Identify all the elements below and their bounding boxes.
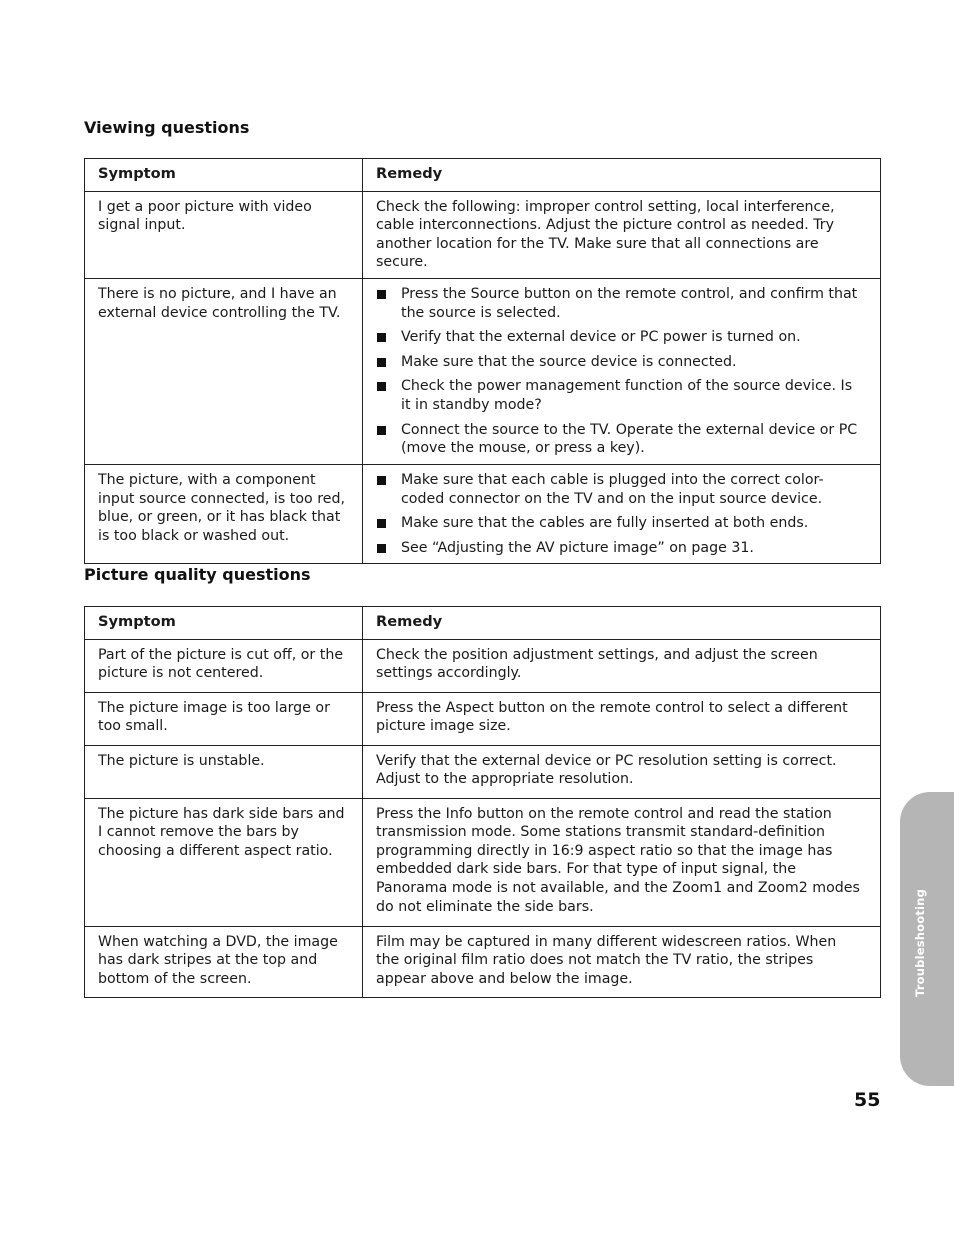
remedy-cell: Verify that the external device or PC resolution setting is correct. Adjust to the appropriate resolution. (363, 745, 881, 798)
bullet-square-icon (377, 426, 386, 435)
side-tab-label: Troubleshooting (913, 888, 927, 997)
table-row (85, 926, 881, 997)
table-header-row (85, 159, 881, 192)
table-row (85, 464, 881, 563)
list-item-text: Connect the source to the TV. Operate the external device or PC (move the mouse, or press a key). (401, 421, 858, 457)
page-number: 55 (854, 1089, 881, 1111)
list-item (376, 421, 864, 458)
table-row (85, 278, 881, 464)
section-side-tab (900, 792, 954, 1086)
list-item-text: Check the power management function of the source device. Is it in standby mode? (401, 378, 853, 413)
symptom-column-header: Symptom (85, 607, 363, 640)
remedy-cell: Film may be captured in many different widescreen ratios. When the original film ratio does not match the TV ratio, the stripes appear above and below the image. (363, 926, 881, 997)
table-row (85, 639, 881, 692)
bullet-square-icon (377, 519, 386, 528)
viewing-questions-table (84, 158, 881, 564)
list-item (376, 285, 864, 322)
list-item-text: Make sure that the cables are fully inserted at both ends. (401, 515, 809, 532)
bullet-square-icon (377, 476, 386, 485)
symptom-cell: I get a poor picture with video signal input. (85, 191, 363, 278)
list-item-text: Verify that the external device or PC power is turned on. (401, 329, 801, 346)
picture-quality-questions-table (84, 606, 881, 998)
remedy-cell (363, 464, 881, 563)
list-item (376, 514, 864, 533)
remedy-cell: Check the following: improper control setting, local interference, cable interconnections. Adjust the picture control as needed. Try another location for the TV. Make sure that all connections are secure. (363, 191, 881, 278)
list-item (376, 353, 864, 372)
list-item-text: Make sure that each cable is plugged into the correct color-coded connector on the TV and on the input source device. (401, 471, 824, 507)
table-row (85, 745, 881, 798)
symptom-column-header: Symptom (85, 159, 363, 192)
remedy-cell (363, 278, 881, 464)
list-item (376, 328, 864, 347)
symptom-cell: When watching a DVD, the image has dark stripes at the top and bottom of the screen. (85, 926, 363, 997)
table-row (85, 191, 881, 278)
table-row (85, 798, 881, 926)
bullet-square-icon (377, 544, 386, 553)
list-item-text: See “Adjusting the AV picture image” on page 31. (401, 539, 754, 556)
remedy-bullet-list (376, 285, 864, 458)
symptom-cell: The picture image is too large or too small. (85, 692, 363, 745)
symptom-cell: The picture is unstable. (85, 745, 363, 798)
list-item-text: Press the Source button on the remote control, and confirm that the source is selected. (401, 285, 858, 321)
remedy-cell: Check the position adjustment settings, and adjust the screen settings accordingly. (363, 639, 881, 692)
list-item (376, 471, 864, 508)
viewing-questions-heading: Viewing questions (84, 118, 250, 137)
picture-quality-questions-heading: Picture quality questions (84, 565, 311, 584)
list-item (376, 377, 864, 414)
remedy-bullet-list (376, 471, 864, 557)
bullet-square-icon (377, 290, 386, 299)
remedy-cell: Press the Info button on the remote control and read the station transmission mode. Some stations transmit standard-definition programming directly in 16:9 aspect ratio so that the image has embedded dark side bars. For that type of input signal, the Panorama mode is not available, and the Zoom1 and Zoom2 modes do not eliminate the side bars. (363, 798, 881, 926)
symptom-cell: There is no picture, and I have an external device controlling the TV. (85, 278, 363, 464)
remedy-column-header: Remedy (363, 159, 881, 192)
remedy-column-header: Remedy (363, 607, 881, 640)
remedy-cell: Press the Aspect button on the remote control to select a different picture image size. (363, 692, 881, 745)
bullet-square-icon (377, 333, 386, 342)
table-header-row (85, 607, 881, 640)
symptom-cell: The picture, with a component input source connected, is too red, blue, or green, or it has black that is too black or washed out. (85, 464, 363, 563)
bullet-square-icon (377, 382, 386, 391)
list-item-text: Make sure that the source device is connected. (401, 353, 737, 370)
table-row (85, 692, 881, 745)
symptom-cell: The picture has dark side bars and I cannot remove the bars by choosing a different aspect ratio. (85, 798, 363, 926)
bullet-square-icon (377, 358, 386, 367)
list-item (376, 539, 864, 558)
symptom-cell: Part of the picture is cut off, or the picture is not centered. (85, 639, 363, 692)
